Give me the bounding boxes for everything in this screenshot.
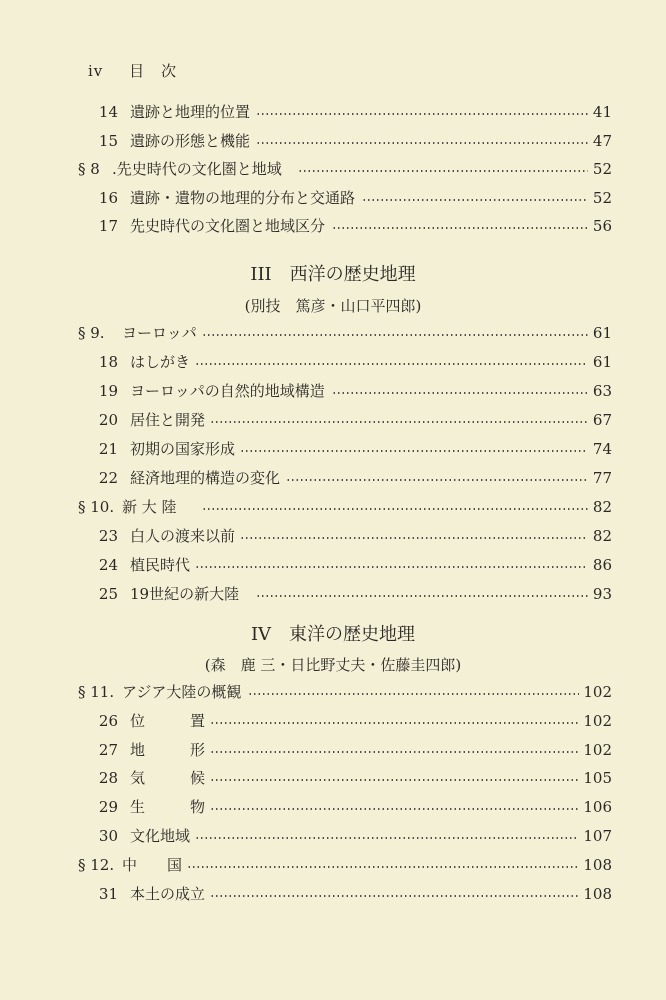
- dot-leader: [256, 595, 588, 597]
- entry-number: 14: [98, 103, 118, 121]
- part-3-authors: (別技 篤彦・山口平四郎): [244, 297, 422, 315]
- dot-leader: [298, 170, 588, 172]
- page-number: 82: [592, 498, 612, 516]
- dot-leader: [332, 227, 588, 229]
- entry-label: 経済地理的構造の変化: [130, 469, 281, 487]
- entry-label: 初期の国家形成: [130, 440, 236, 458]
- entry-number: 28: [98, 769, 118, 788]
- entry-label: はしがき: [130, 353, 191, 371]
- page-number-roman: iv: [88, 62, 104, 80]
- part-4-title: IV 東洋の歴史地理: [250, 624, 416, 645]
- dot-leader: [240, 450, 588, 452]
- entry-label: 白人の渡来以前: [130, 527, 236, 545]
- page-number: 52: [592, 160, 612, 178]
- dot-leader: [210, 421, 588, 423]
- toc-entry-row: [0, 379, 666, 403]
- dot-leader: [195, 566, 588, 568]
- page-number: 52: [592, 188, 612, 207]
- dot-leader: [195, 837, 579, 839]
- page-number: 61: [592, 353, 612, 371]
- entry-number: 15: [98, 131, 118, 150]
- page-number: 77: [592, 469, 612, 487]
- entry-number: 31: [98, 884, 118, 903]
- section-number: § 8: [78, 160, 100, 178]
- toc-section-row: [0, 853, 666, 877]
- entry-label: .先史時代の文化圏と地域: [112, 160, 282, 178]
- dot-leader: [187, 866, 579, 868]
- toc-entry-row: [0, 350, 666, 374]
- entry-number: 21: [98, 440, 118, 458]
- entry-label: 中 国: [122, 855, 183, 874]
- toc-entry-row: [0, 582, 666, 606]
- page-number: 61: [592, 324, 612, 342]
- toc-entry-row: [0, 100, 666, 124]
- toc-entry-row: [0, 709, 666, 733]
- entry-label: 新 大 陸: [122, 498, 177, 516]
- entry-number: 17: [98, 217, 118, 235]
- section-number: § 9.: [78, 324, 105, 342]
- header-title: 目 次: [129, 62, 178, 80]
- entry-label: 生 物: [130, 798, 206, 817]
- toc-section-row: [0, 157, 666, 181]
- page-number: 107: [583, 827, 612, 845]
- dot-leader: [210, 722, 579, 724]
- entry-number: 20: [98, 411, 118, 429]
- entry-number: 29: [98, 798, 118, 817]
- toc-entry-row: [0, 738, 666, 762]
- entry-number: 25: [98, 585, 118, 603]
- entry-number: 23: [98, 527, 118, 545]
- entry-label: 遺跡と地理的位置: [130, 103, 251, 121]
- entry-label: 先史時代の文化圏と地域区分: [130, 217, 326, 235]
- entry-number: 19: [98, 382, 118, 400]
- entry-label: 本土の成立: [130, 884, 206, 903]
- entry-number: 30: [98, 827, 118, 845]
- section-number: § 11.: [78, 683, 115, 701]
- toc-entry-row: [0, 214, 666, 238]
- toc-entry-row: [0, 553, 666, 577]
- page-number: 74: [592, 440, 612, 458]
- dot-leader: [362, 199, 588, 201]
- page-number: 102: [583, 740, 612, 759]
- dot-leader: [210, 779, 579, 781]
- entry-label: ヨーロッパの自然的地域構造: [130, 382, 325, 400]
- entry-number: 27: [98, 740, 118, 759]
- entry-label: 気 候: [130, 769, 206, 788]
- page-number: 56: [592, 217, 612, 235]
- page-number: 41: [592, 103, 612, 121]
- dot-leader: [195, 363, 588, 365]
- dot-leader: [256, 142, 588, 144]
- entry-label: 19世紀の新大陸: [130, 585, 240, 603]
- entry-number: 24: [98, 556, 118, 574]
- entry-number: 16: [98, 188, 118, 207]
- toc-entry-row: [0, 408, 666, 432]
- dot-leader: [210, 808, 579, 810]
- page-number: 47: [592, 131, 612, 150]
- toc-entry-row: [0, 186, 666, 210]
- dot-leader: [286, 479, 588, 481]
- dot-leader: [210, 751, 579, 753]
- entry-label: アジア大陸の概観: [122, 683, 242, 701]
- page-number: 82: [592, 527, 612, 545]
- page-number: 63: [592, 382, 612, 400]
- entry-number: 22: [98, 469, 118, 487]
- dot-leader: [202, 334, 588, 336]
- entry-label: 居住と開発: [130, 411, 206, 429]
- entry-label: 遺跡・遺物の地理的分布と交通路: [130, 188, 356, 207]
- toc-entry-row: [0, 766, 666, 790]
- dot-leader: [248, 693, 579, 695]
- toc-entry-row: [0, 129, 666, 153]
- entry-label: 位 置: [130, 711, 206, 730]
- page-number: 102: [583, 711, 612, 730]
- entry-label: 文化地域: [130, 827, 191, 845]
- entry-label: ヨーロッパ: [122, 324, 197, 342]
- dot-leader: [202, 508, 588, 510]
- dot-leader: [240, 537, 588, 539]
- page-number: 108: [583, 884, 612, 903]
- page-number: 86: [592, 556, 612, 574]
- page-number: 102: [583, 683, 612, 701]
- toc-section-row: [0, 495, 666, 519]
- page-number: 108: [583, 855, 612, 874]
- page-header: [88, 60, 197, 81]
- toc-entry-row: [0, 795, 666, 819]
- entry-label: 地 形: [130, 740, 206, 759]
- toc-entry-row: [0, 824, 666, 848]
- dot-leader: [210, 895, 579, 897]
- toc-entry-row: [0, 437, 666, 461]
- entry-label: 遺跡の形態と機能: [130, 131, 251, 150]
- toc-entry-row: [0, 466, 666, 490]
- page-number: 105: [583, 769, 612, 788]
- section-number: § 10.: [78, 498, 115, 516]
- entry-label: 植民時代: [130, 556, 191, 574]
- entry-number: 18: [98, 353, 118, 371]
- page-number: 67: [592, 411, 612, 429]
- part-4-authors: (森 鹿 三・日比野丈夫・佐藤圭四郎): [204, 656, 462, 674]
- toc-section-row: [0, 321, 666, 345]
- section-number: § 12.: [78, 855, 115, 874]
- toc-section-row: [0, 680, 666, 704]
- toc-entry-row: [0, 524, 666, 548]
- dot-leader: [256, 113, 588, 115]
- part-3-title: III 西洋の歴史地理: [250, 264, 416, 285]
- page-number: 93: [592, 585, 612, 603]
- entry-number: 26: [98, 711, 118, 730]
- dot-leader: [332, 392, 588, 394]
- toc-entry-row: [0, 882, 666, 906]
- page-number: 106: [583, 798, 612, 817]
